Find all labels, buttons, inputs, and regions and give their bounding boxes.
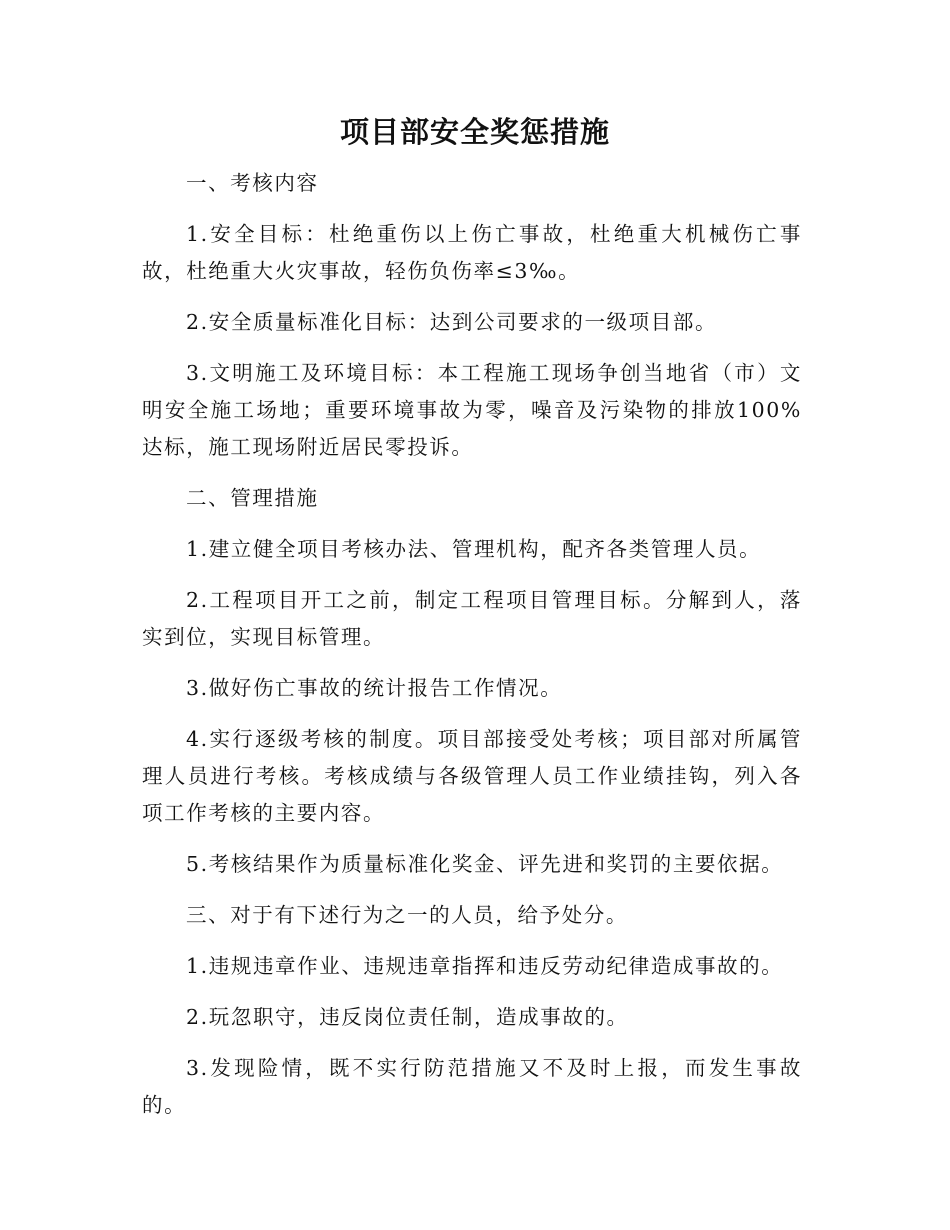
document-title: 项目部安全奖惩措施 <box>339 115 610 149</box>
section-heading-penalties: 三、对于有下述行为之一的人员，给予处分。 <box>186 903 628 927</box>
paragraph-management-4: 4.实行逐级考核的制度。项目部接受处考核；项目部对所属管理人员进行考核。考核成绩与各级管理人员工作业绩挂钩，列入各项工作考核的主要内容。 <box>142 727 802 825</box>
paragraph-management-5: 5.考核结果作为质量标准化奖金、评先进和奖罚的主要依据。 <box>186 852 784 876</box>
paragraph-safety-target: 1.安全目标：杜绝重伤以上伤亡事故，杜绝重大机械伤亡事故，杜绝重大火灾事故，轻伤负伤率≤3‰。 <box>142 222 802 283</box>
paragraph-management-1: 1.建立健全项目考核办法、管理机构，配齐各类管理人员。 <box>186 537 762 561</box>
paragraph-penalty-1: 1.违规违章作业、违规违章指挥和违反劳动纪律造成事故的。 <box>186 954 784 978</box>
section-heading-assessment: 一、考核内容 <box>186 171 319 195</box>
section-heading-management: 二、管理措施 <box>186 486 319 510</box>
document-body <box>142 165 802 1138</box>
paragraph-penalty-3: 3.发现险情，既不实行防范措施又不及时上报，而发生事故的。 <box>142 1056 802 1117</box>
paragraph-management-3: 3.做好伤亡事故的统计报告工作情况。 <box>186 676 563 700</box>
paragraph-management-2: 2.工程项目开工之前，制定工程项目管理目标。分解到人，落实到位，实现目标管理。 <box>142 588 802 649</box>
paragraph-civilized-construction-target: 3.文明施工及环境目标：本工程施工现场争创当地省（市）文明安全施工场地；重要环境事故为零，噪音及污染物的排放100%达标，施工现场附近居民零投诉。 <box>142 361 802 459</box>
paragraph-penalty-2: 2.玩忽职守，违反岗位责任制，造成事故的。 <box>186 1005 629 1029</box>
paragraph-standardization-target: 2.安全质量标准化目标：达到公司要求的一级项目部。 <box>186 310 718 334</box>
